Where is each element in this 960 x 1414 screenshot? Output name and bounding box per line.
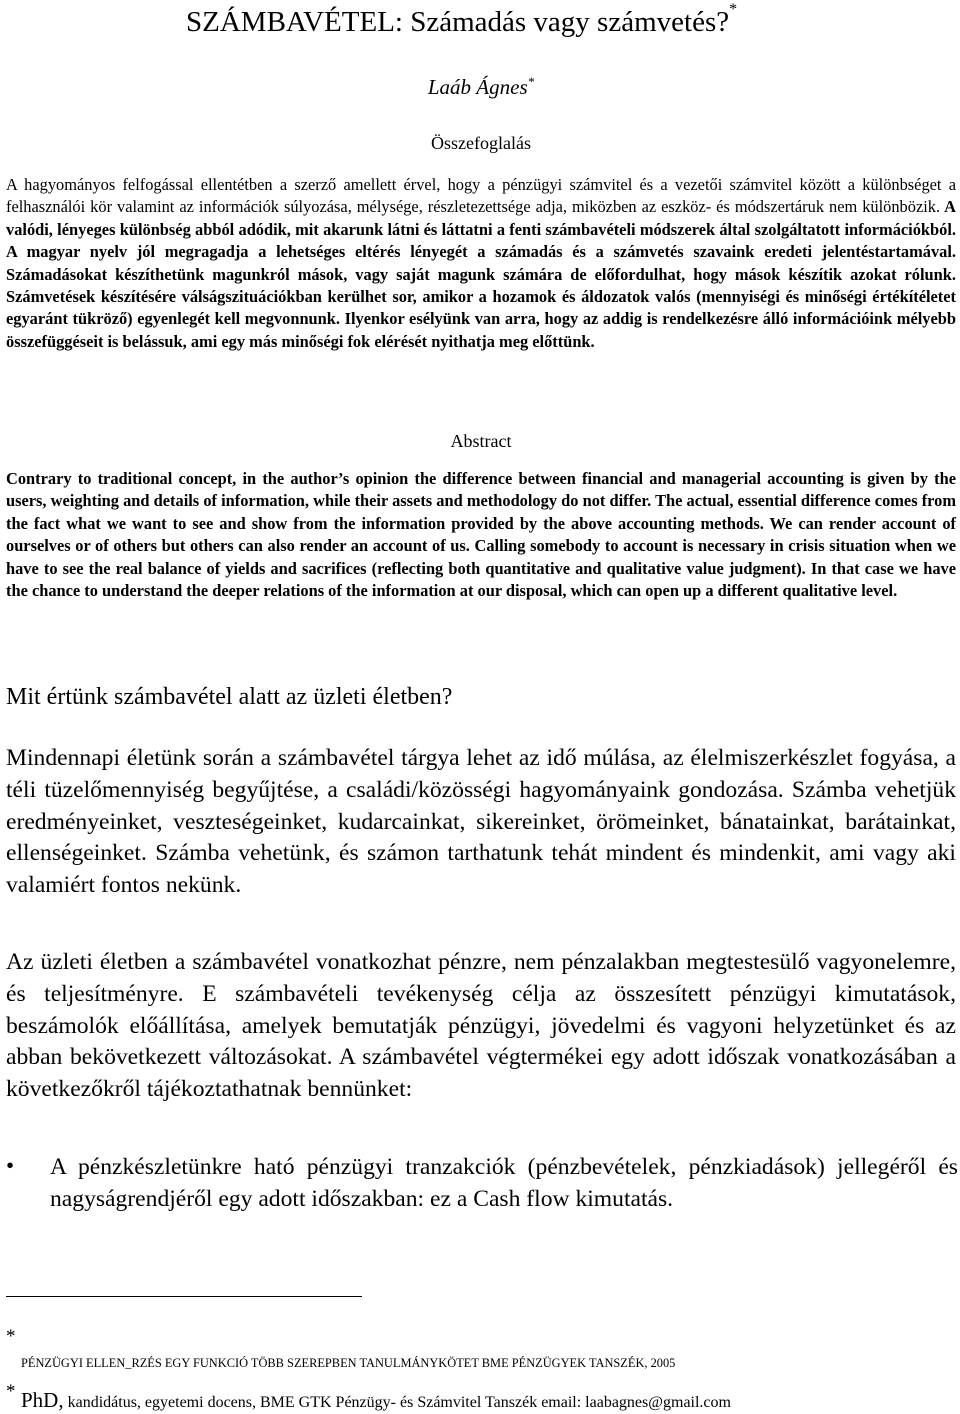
bullet-icon: • (6, 1153, 15, 1178)
footnote-2-text: kandidátus, egyetemi docens, BME GTK Pénzügy- és Számvitel Tanszék email: laabagnes@gmail.com (63, 1394, 731, 1411)
footnote-divider (6, 1296, 362, 1297)
author-line (6, 74, 956, 100)
summary-heading: Összefoglalás (431, 133, 531, 153)
body-paragraph-2: Az üzleti életben a számbavétel vonatkozhat pénzre, nem pénzalakban megtestesülő vagyonelemre, és teljesítményre. E számbavételi tevékenység célja az összesített pénzügyi kimutatások, beszámolók előállítása, amelyek bemutatják pénzügyi, jövedelmi és vagyoni helyzetünket és az abban bekövetkezett változásokat. A számbavétel végtermékei egy adott időszak vonatkozásában a következőkről tájékoztathatnak bennünket: (6, 949, 956, 1103)
author-name: Laáb Ágnes (427, 75, 528, 99)
footnote-1-mark: * (6, 1326, 16, 1347)
section-heading: Mit értünk számbavétel alatt az üzleti életben? (6, 684, 453, 710)
abstract-heading: Abstract (450, 431, 512, 451)
footnote-2 (21, 1388, 731, 1413)
title-footnote-mark: * (729, 1, 738, 19)
summary-intro: A hagyományos felfogással ellentétben a szerző amellett érvel, hogy a pénzügyi számvitel és a vezetői számvitel között a különbséget a felhasználói kör valamint az információk súlyozása, mélysége, részletezettsége adja, miközben az eszköz- és módszertáruk nem különbözik. (6, 175, 956, 217)
summary-rest: A valódi, lényeges különbség abból adódik, mit akarunk látni és láttatni a fenti számbavételi módszerek által szolgáltatott információkból. A magyar nyelv jól megragadja a lehetséges eltérés lényegét a számadás és a számvetés szavaink eredeti jelentéstartamával. Számadásokat készíthetünk magunkról mások, vagy saját magunk számára de előfordulhat, hogy mások készítik azokat rólunk. Számvetések készítésére válságszituációkban kerülhet sor, amikor a hozamok és áldozatok valós (mennyiségi és minőségi értékítéletet egyaránt tükröző) egyenlegét kell megvonnunk. Ilyenkor esélyünk van arra, hogy az addig is rendelkezésre álló információink mélyebb összefüggéseit is belássuk, ami egy más minőségi fok elérését nyithatja meg előttünk. (6, 197, 956, 351)
footnote-2-lead: PhD, (21, 1388, 64, 1412)
summary-paragraph (6, 174, 956, 353)
title-text: SZÁMBAVÉTEL: Számadás vagy számvetés? (186, 6, 730, 38)
abstract-paragraph: Contrary to traditional concept, in the author’s opinion the difference between financial and managerial accounting is given by the users, weighting and details of information, while their assets and methodology do not differ. The actual, essential difference comes from the fact what we want to see and show from the information provided by the above accounting methods. We can render account of ourselves or of others but others can also render an account of us. Calling somebody to account is necessary in crisis situation when we have to see the real balance of yields and sacrifices (reflecting both quantitative and qualitative value judgment). In that case we have the chance to understand the deeper relations of the information at our disposal, which can open up a different qualitative level. (6, 469, 956, 601)
footnote-2-mark: * (6, 1381, 16, 1402)
author-footnote-mark: * (527, 74, 535, 89)
bullet-item: A pénzkészletünkre ható pénzügyi tranzakciók (pénzbevételek, pénzkiadások) jellegéről és nagyságrendjéről egy adott időszakban: ez a Cash flow kimutatás. (50, 1154, 958, 1212)
footnote-1: PÉNZÜGYI ELLEN_RZÉS EGY FUNKCIÓ TÖBB SZEREPBEN TANULMÁNYKÖTET BME PÉNZÜGYEK TANSZÉK, 2005 (21, 1356, 676, 1370)
page-title (186, 1, 738, 39)
body-paragraph-1: Mindennapi életünk során a számbavétel tárgya lehet az idő múlása, az élelmiszerkészlet fogyása, a téli tüzelőmennyiség begyűjtése, a családi/közösségi hagyományaink gondozása. Számba vehetjük eredményeinket, veszteségeinket, kudarcainkat, sikereinket, örömeinket, bánatainkat, barátainkat, ellenségeinket. Számba vehetünk, és számon tarthatunk tehát mindent és mindenkit, ami vagy aki valamiért fontos nekünk. (6, 745, 956, 899)
